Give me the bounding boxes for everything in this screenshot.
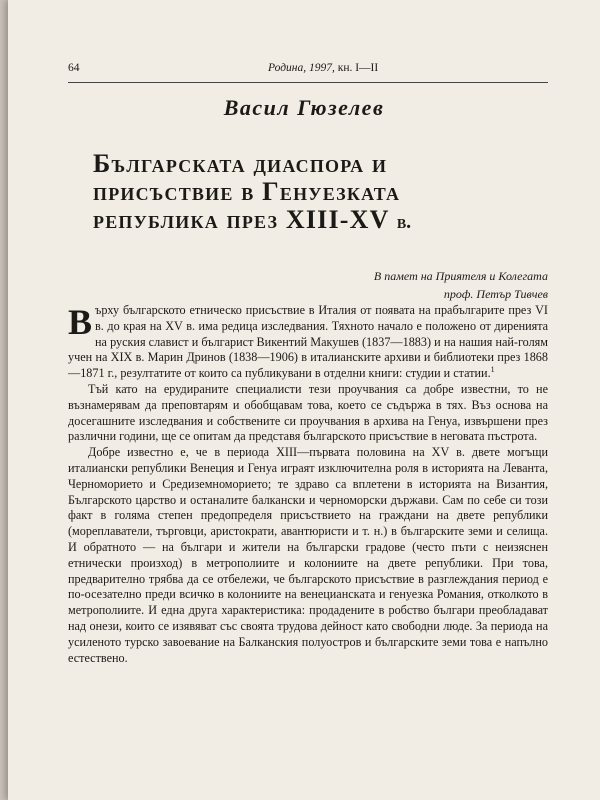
journal-citation (268, 62, 378, 74)
article-body (68, 303, 548, 666)
paragraph: Тъй като на ерудираните специалисти тези проучвания са добре известни, то не възнамерявам да преповтарям и обобщавам това, което се съдържа в тях. Въз основа на досегашните изследвания и собствените си проучвания в архива на Генуа, извършени през различни години, ще се опитам да представя българското присъствие в неговата пъстрота. (68, 381, 548, 444)
page-number: 64 (68, 62, 80, 74)
title-line: Българската диаспора и (93, 149, 388, 178)
title-end: в. (396, 211, 412, 233)
journal-issue: кн. I—II (337, 62, 379, 74)
paragraph: Добре известно е, че в периода XIII—първата половина на XV в. двете могъщи италиански републики Венеция и Генуа играят изключителна роля в историята на Леванта, Черноморието и Средиземноморието; те здраво са вплетени в историята на Византия, Българското царство и останалите балкански и черноморски държави. Сам по себе си този факт в голяма степен предопределя присъствието на граждани на двете републики (мореплаватели, търговци, аристократи, авантюристи и т. н.) в българските земи и селища. И обратното — на българи и жители на български градове (често пъти с неизяснен етнически произход) в метрополиите и колониите на двете републики. При това, предварително трябва да се отбележи, че българското присъствие в разглеждания период е по-осезателно преди всичко в колониите на венецианската и генуезка Романия, отколкото в метрополиите. И една друга характеристика: продадените в робство българи преобладават над онези, които се изявяват със своята трудова дейност като свободни люде. За периода на усиленото турско завоевание на Балканския полуостров и българските земи това е напълно естествено. (68, 445, 548, 665)
dedication-line: В памет на Приятеля и Колегата (373, 269, 548, 283)
paragraph (68, 303, 548, 382)
paragraph-text: ърху българското етническо присъствие в Италия от появата на прабългарите през VI в. до края на XV в. има редица изследвания. Тяхното начало е положено от дирениятa на руския славист и българист Викентий Макушев (1837—1883) и на нашия най-голям учен на XIX в. Марин Дринов (1838—1906) в италианските архиви и библиотеки през 1868—1871 г., резултатите от които са публикувани в отделни книги: студии и статии. (68, 303, 548, 381)
dedication (374, 267, 548, 303)
footnote-mark[interactable]: 1 (490, 365, 495, 375)
title-line-text: република през XIII-XV (93, 205, 390, 234)
article-author: Васил Гюзелев (223, 95, 385, 120)
title-line: присъствие в Генуезката (93, 177, 401, 206)
dedication-line: проф. Петър Тивчев (443, 287, 548, 301)
title-line (93, 206, 560, 236)
running-head (68, 62, 548, 82)
article-title (93, 150, 560, 236)
journal-name: Родина, 1997, (268, 62, 335, 74)
header-rule (68, 82, 548, 83)
journal-page (8, 0, 600, 800)
drop-cap: В (68, 302, 93, 342)
